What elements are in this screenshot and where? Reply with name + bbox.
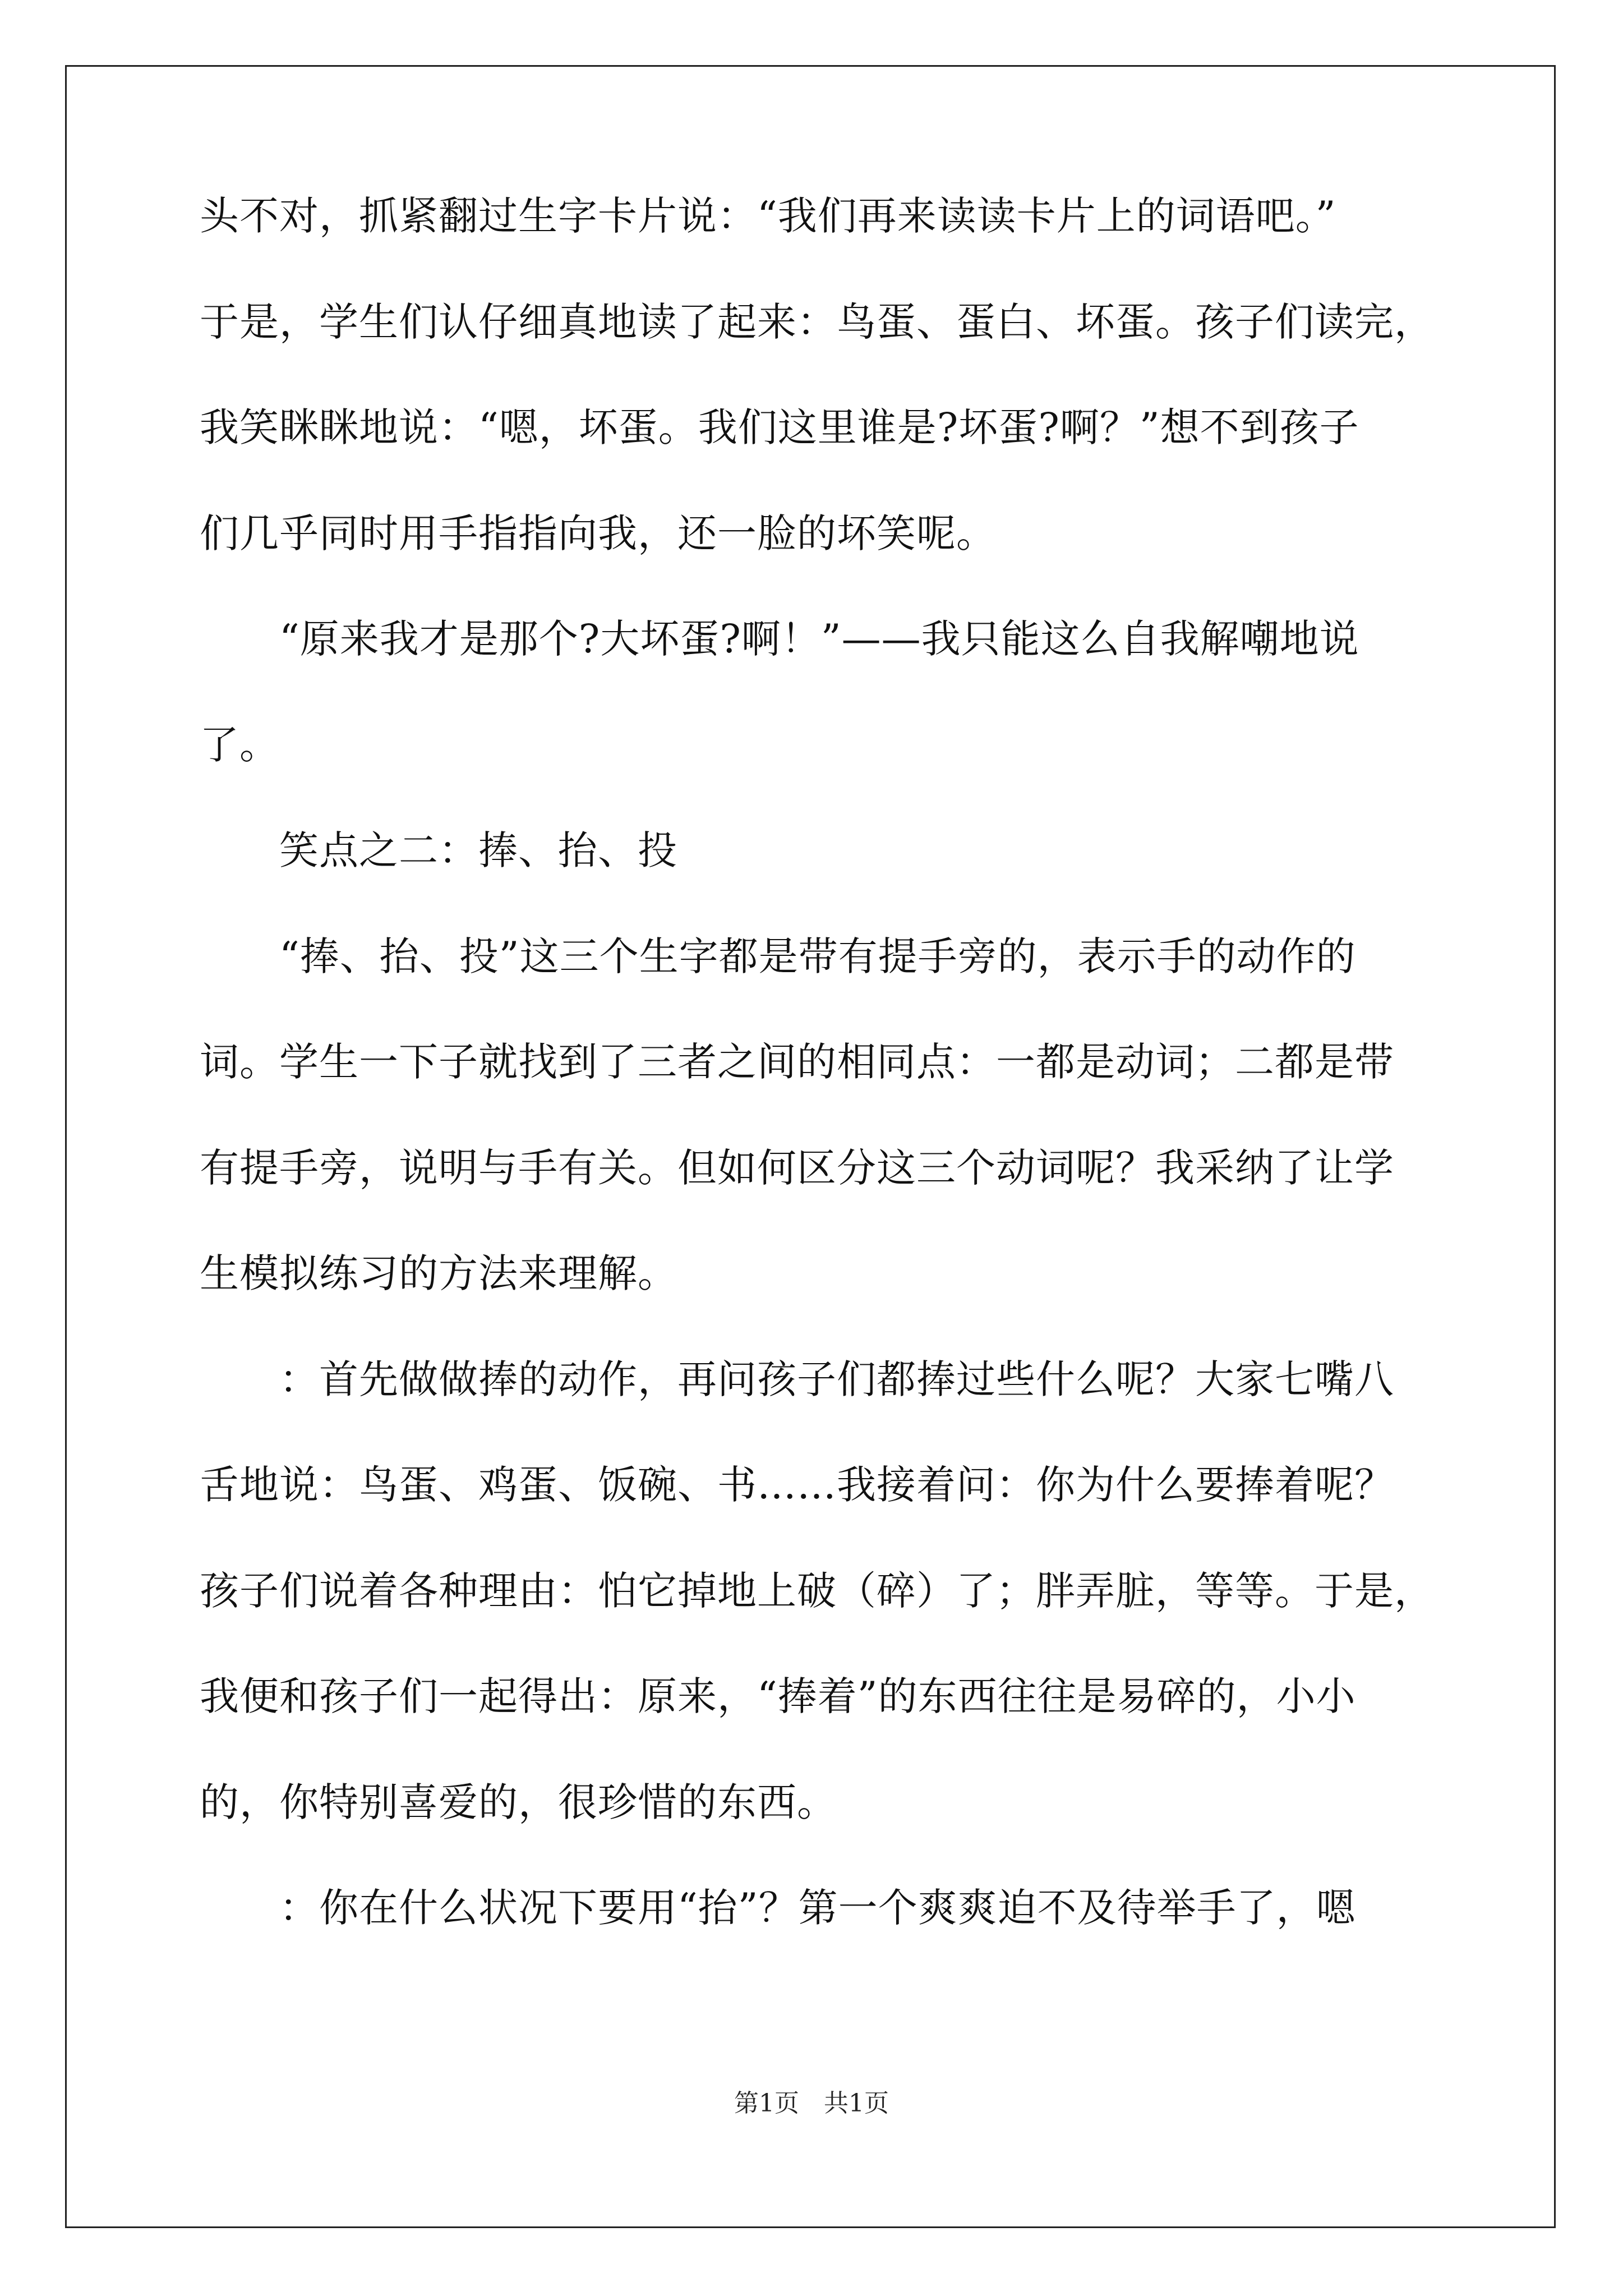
text-line: ：你在什么状况下要用“抬”？第一个爽爽迫不及待举手了，嗯 (200, 1885, 1356, 1931)
text-line: 我便和孩子们一起得出：原来，“捧着”的东西往往是易碎的，小小 (200, 1673, 1356, 1719)
page-footer: 第1页 共1页 (734, 2089, 889, 2118)
text-line: 词。学生一下子就找到了三者之间的相同点：一都是动词；二都是带 (200, 1039, 1394, 1085)
text-line: 我笑眯眯地说：“嗯，坏蛋。我们这里谁是?坏蛋?啊？”想不到孩子 (200, 404, 1359, 450)
section-heading: 笑点之二：捧、抬、投 (200, 827, 677, 873)
text-line: 生模拟练习的方法来理解。 (200, 1250, 677, 1296)
text-line: 有提手旁，说明与手有关。但如何区分这三个动词呢？我采纳了让学 (200, 1145, 1394, 1191)
text-line: 于是，学生们认仔细真地读了起来：鸟蛋、蛋白、坏蛋。孩子们读完， (200, 299, 1434, 345)
text-line: 舌地说：鸟蛋、鸡蛋、饭碗、书……我接着问：你为什么要捧着呢？ (200, 1462, 1394, 1508)
text-line: 们几乎同时用手指指向我，还一脸的坏笑呢。 (200, 510, 996, 556)
text-line: 孩子们说着各种理由：怕它掉地上破（碎）了；胖弄脏，等等。于是， (200, 1568, 1434, 1614)
text-line: ：首先做做捧的动作，再问孩子们都捧过些什么呢？大家七嘴八 (200, 1356, 1394, 1402)
text-line: “捧、抬、投”这三个生字都是带有提手旁的，表示手的动作的 (200, 933, 1356, 979)
text-line: 头不对，抓紧翻过生字卡片说：“我们再来读读卡片上的词语吧。” (200, 193, 1336, 239)
text-line: 的，你特别喜爱的，很珍惜的东西。 (200, 1779, 837, 1825)
text-line: “原来我才是那个?大坏蛋?啊！”——我只能这么自我解嘲地说 (200, 616, 1359, 662)
text-line: 了。 (200, 722, 279, 768)
